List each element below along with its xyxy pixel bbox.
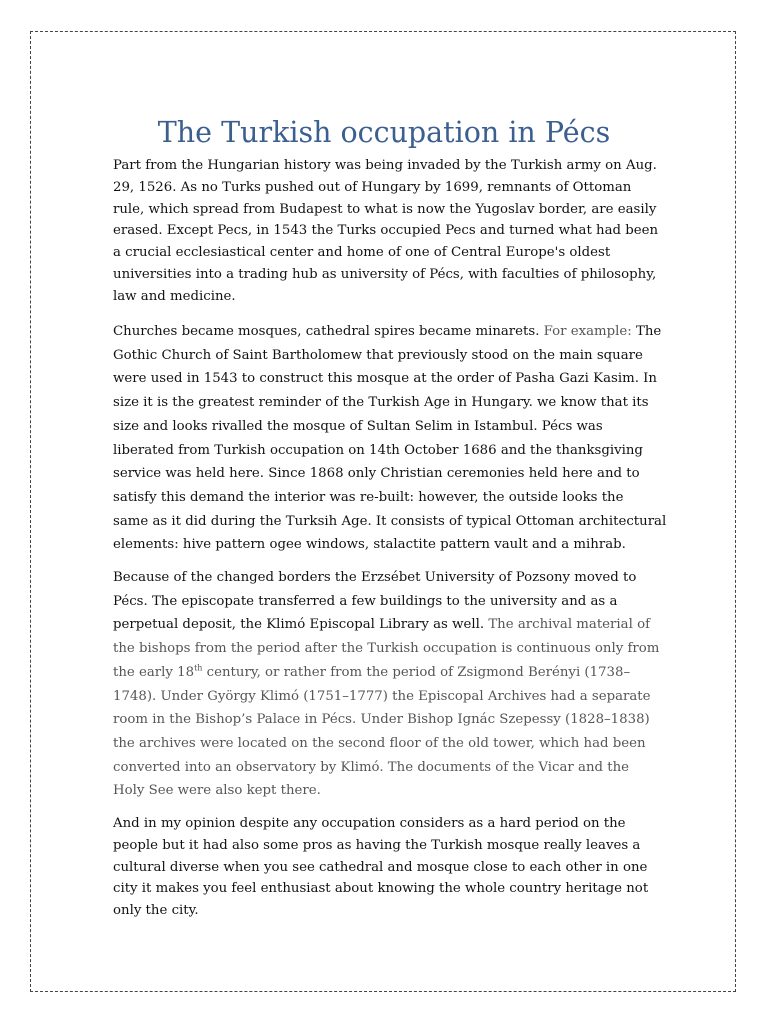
text-line: were used in 1543 to construct this mosque at the order of Pasha Gazi Kasim. In	[113, 371, 657, 387]
text-segment: The	[631, 324, 662, 339]
text-line	[113, 661, 661, 685]
text-line: Part from the Hungarian history was being invaded by the Turkish army on Aug.	[113, 158, 657, 173]
text-line	[113, 320, 661, 344]
text-line: service was held here. Since 1868 only Christian ceremonies held here and to	[113, 466, 640, 482]
text-segment: perpetual deposit, the Klimó Episcopal Library as well.	[113, 617, 489, 633]
text-line: erased. Except Pecs, in 1543 the Turks occupied Pecs and turned what had been	[113, 223, 659, 239]
text-line: size it is the greatest reminder of the Turkish Age in Hungary. we know that its	[113, 395, 649, 411]
text-line: 29, 1526. As no Turks pushed out of Hungary by 1699, remnants of Ottoman	[113, 179, 632, 195]
text-line: city it makes you feel enthusiast about knowing the whole country heritage not	[113, 881, 649, 897]
text-line: And in my opinion despite any occupation considers as a hard period on the	[113, 816, 626, 831]
text-line: Holy See were also kept there.	[113, 783, 321, 799]
paragraph-4	[113, 813, 661, 922]
text-segment: century, or rather from the period of Zsigmond Berényi (1738–	[202, 664, 631, 680]
text-segment: the early 18	[113, 664, 195, 680]
text-line: only the city.	[113, 903, 199, 919]
paragraph-3	[113, 566, 661, 803]
text-line: same as it did during the Turksih Age. It consists of typical Ottoman architectural	[113, 513, 667, 529]
text-line: elements: hive pattern ogee windows, stalactite pattern vault and a mihrab.	[113, 537, 626, 553]
highlighted-text: The archival material of	[488, 617, 650, 633]
text-line: Because of the changed borders the Erzsébet University of Pozsony moved to	[113, 570, 637, 585]
text-line: 1748). Under György Klimó (1751–1777) the Episcopal Archives had a separate	[113, 688, 651, 704]
highlighted-text: For example:	[543, 324, 632, 339]
text-line: the bishops from the period after the Turkish occupation is continuous only from	[113, 641, 660, 657]
paragraph-1	[113, 155, 661, 308]
text-segment: Churches became mosques, cathedral spires became minarets.	[113, 324, 544, 339]
text-line: Pécs. The episcopate transferred a few buildings to the university and as a	[113, 593, 618, 609]
text-line: law and medicine.	[113, 288, 236, 304]
text-line: room in the Bishop’s Palace in Pécs. Under Bishop Ignác Szepessy (1828–1838)	[113, 712, 650, 728]
text-line: universities into a trading hub as university of Pécs, with faculties of philosophy,	[113, 266, 657, 282]
text-line: rule, which spread from Budapest to what is now the Yugoslav border, are easily	[113, 201, 657, 217]
text-line: cultural diverse when you see cathedral and mosque close to each other in one	[113, 859, 648, 875]
superscript: th	[194, 663, 203, 673]
paragraph-2	[113, 320, 667, 557]
text-line: satisfy this demand the interior was re-built: however, the outside looks the	[113, 489, 624, 505]
text-line: size and looks rivalled the mosque of Sultan Selim in Istambul. Pécs was	[113, 418, 603, 434]
text-line	[113, 613, 661, 637]
document-title: The Turkish occupation in Pécs	[157, 116, 611, 149]
text-line: the archives were located on the second floor of the old tower, which had been	[113, 735, 646, 751]
text-line: liberated from Turkish occupation on 14th October 1686 and the thanksgiving	[113, 442, 643, 458]
text-line: people but it had also some pros as having the Turkish mosque really leaves a	[113, 837, 641, 853]
text-line: converted into an observatory by Klimó. The documents of the Vicar and the	[113, 759, 630, 775]
text-line: a crucial ecclesiastical center and home of one of Central Europe's oldest	[113, 245, 611, 261]
text-line: Gothic Church of Saint Bartholomew that previously stood on the main square	[113, 347, 643, 363]
